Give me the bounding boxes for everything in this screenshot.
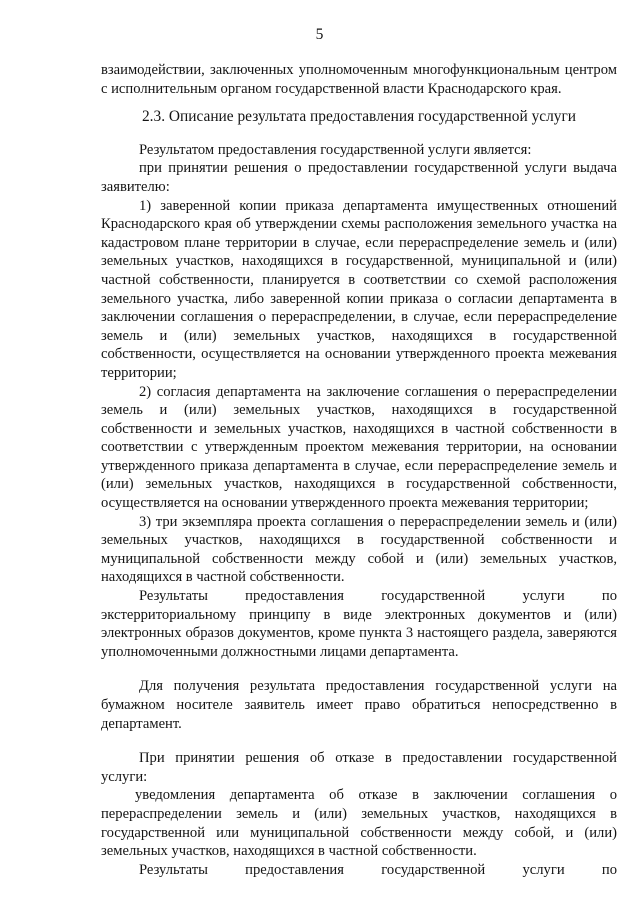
document-body: [101, 61, 617, 879]
paragraph-continuation: взаимодействии, заключенных уполномоченным многофункциональным центром с исполнительным органом государственной власти Краснодарского края.: [101, 62, 617, 97]
paragraph-decision-grant: при принятии решения о предоставлении государственной услуги выдача заявителю:: [101, 160, 617, 195]
paragraph-paper-result: Для получения результата предоставления государственной услуги на бумажном носителе заявитель имеет право обратиться непосредственно в департамент.: [101, 678, 617, 732]
paragraph-extraterritorial: Результаты предоставления государственной услуги по экстерриториальному принципу в виде электронных документов и (или) электронных образов документов, кроме пункта 3 настоящего раздела, заверяются уполномоченными должностными лицами департамента.: [101, 588, 617, 660]
paragraph-refusal-notice: уведомления департамента об отказе в заключении соглашения о перераспределении земель и (или) земельных участков, находящихся в государственной или муниципальной собственности между собой, и (или) земельных участков, находящихся в частной собственности.: [101, 787, 617, 860]
paragraph-result-intro: Результатом предоставления государственной услуги является:: [139, 141, 532, 158]
page-number: 5: [315, 26, 324, 43]
list-item-1: 1) заверенной копии приказа департамента имущественных отношений Краснодарского края об утверждении схемы расположения земельного участка на кадастровом плане территории в случае, если перераспределение земель и (или) земельных участков, находящихся в государственной, муниципальной и (или) частной собственности, планируется в соответствии со схемой расположения земельного участка, либо заверенной копии приказа о согласии департамента в заключении соглашения о перераспределении, в случае, если перераспределение земель и (или) земельных участков, находящихся в государственной собственности, осуществляется на основании утвержденного проекта межевания территории;: [101, 197, 617, 381]
paragraph-decision-refuse: При принятии решения об отказе в предоставлении государственной услуги:: [101, 750, 617, 785]
paragraph-results-cut: Результаты предоставления государственной услуги по: [139, 861, 617, 878]
section-heading: 2.3. Описание результата предоставления государственной услуги: [141, 108, 577, 126]
list-item-2: 2) согласия департамента на заключение соглашения о перераспределении земель и (или) земельных участков, находящихся в государственной собственности и земельных участков, находящихся в частной собственности в соответствии с утвержденным проектом межевания территории, на основании утвержденного приказа департамента в случае, если перераспределение земель и (или) земельных участков, находящихся в государственной собственности, осуществляется на основании утвержденного проекта межевания территории;: [101, 383, 617, 512]
list-item-3: 3) три экземпляра проекта соглашения о перераспределении земель и (или) земельных участков, находящихся в государственной собственности и муниципальной собственности между собой и (или) земельных участков, находящихся в частной собственности.: [101, 513, 617, 586]
